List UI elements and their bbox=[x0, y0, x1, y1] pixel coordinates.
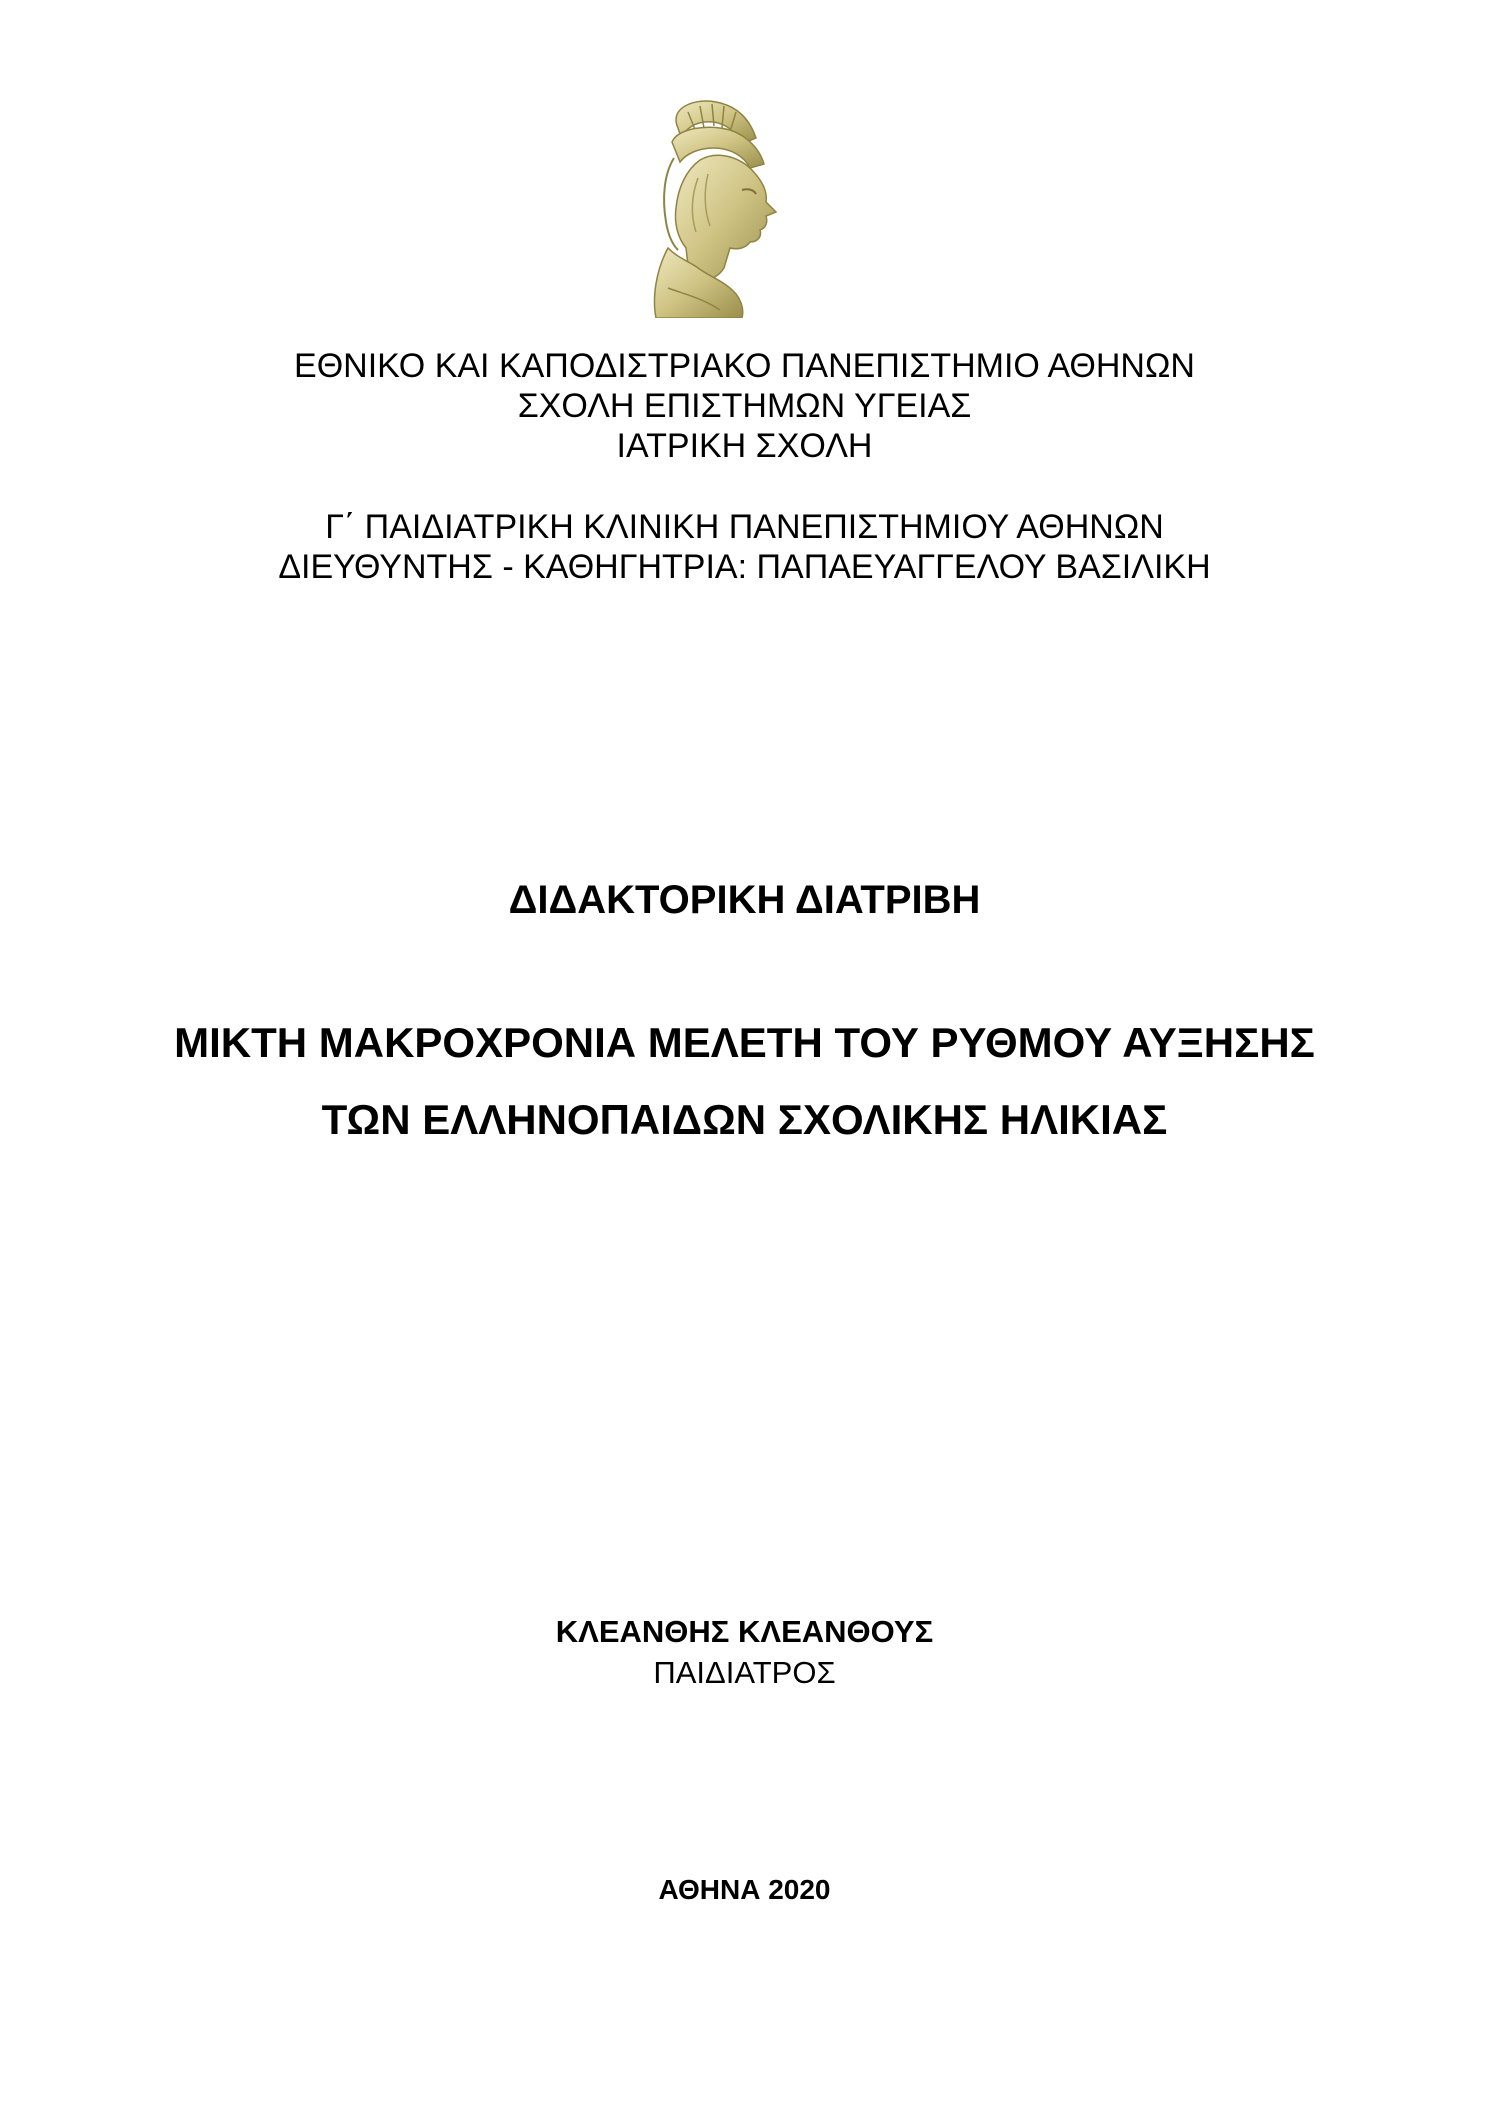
school-name: ΣΧΟΛΗ ΕΠΙΣΤΗΜΩΝ ΥΓΕΙΑΣ bbox=[517, 387, 972, 425]
thesis-title-line-1: ΜΙΚΤΗ ΜΑΚΡΟΧΡΟΝΙΑ ΜΕΛΕΤΗ ΤΟΥ ΡΥΘΜΟΥ ΑΥΞΗΣΗΣ bbox=[174, 1019, 1315, 1066]
author-profession: ΠΑΙΔΙΑΤΡΟΣ bbox=[653, 1655, 836, 1690]
faculty-name: ΙΑΤΡΙΚΗ ΣΧΟΛΗ bbox=[616, 427, 873, 465]
university-name: ΕΘΝΙΚΟ ΚΑΙ ΚΑΠΟΔΙΣΤΡΙΑΚΟ ΠΑΝΕΠΙΣΤΗΜΙΟ ΑΘΗΝΩΝ bbox=[294, 347, 1195, 385]
athena-head-emblem-icon bbox=[638, 98, 800, 318]
document-type: ΔΙΔΑΚΤΟΡΙΚΗ ΔΙΑΤΡΙΒΗ bbox=[508, 878, 981, 922]
thesis-title-line-2: ΤΩΝ ΕΛΛΗΝΟΠΑΙΔΩΝ ΣΧΟΛΙΚΗΣ ΗΛΙΚΙΑΣ bbox=[321, 1096, 1168, 1143]
clinic-name: Γ΄ ΠΑΙΔΙΑΤΡΙΚΗ ΚΛΙΝΙΚΗ ΠΑΝΕΠΙΣΤΗΜΙΟΥ ΑΘΗΝΩΝ bbox=[325, 508, 1164, 546]
author-name: ΚΛΕΑΝΘΗΣ ΚΛΕΑΝΘΟΥΣ bbox=[555, 1614, 934, 1649]
clinic-director: ΔΙΕΥΘΥΝΤΗΣ - ΚΑΘΗΓΗΤΡΙΑ: ΠΑΠΑΕΥΑΓΓΕΛΟΥ ΒΑΣΙΛΙΚΗ bbox=[278, 548, 1211, 586]
place-and-year: ΑΘΗΝΑ 2020 bbox=[658, 1874, 831, 1905]
